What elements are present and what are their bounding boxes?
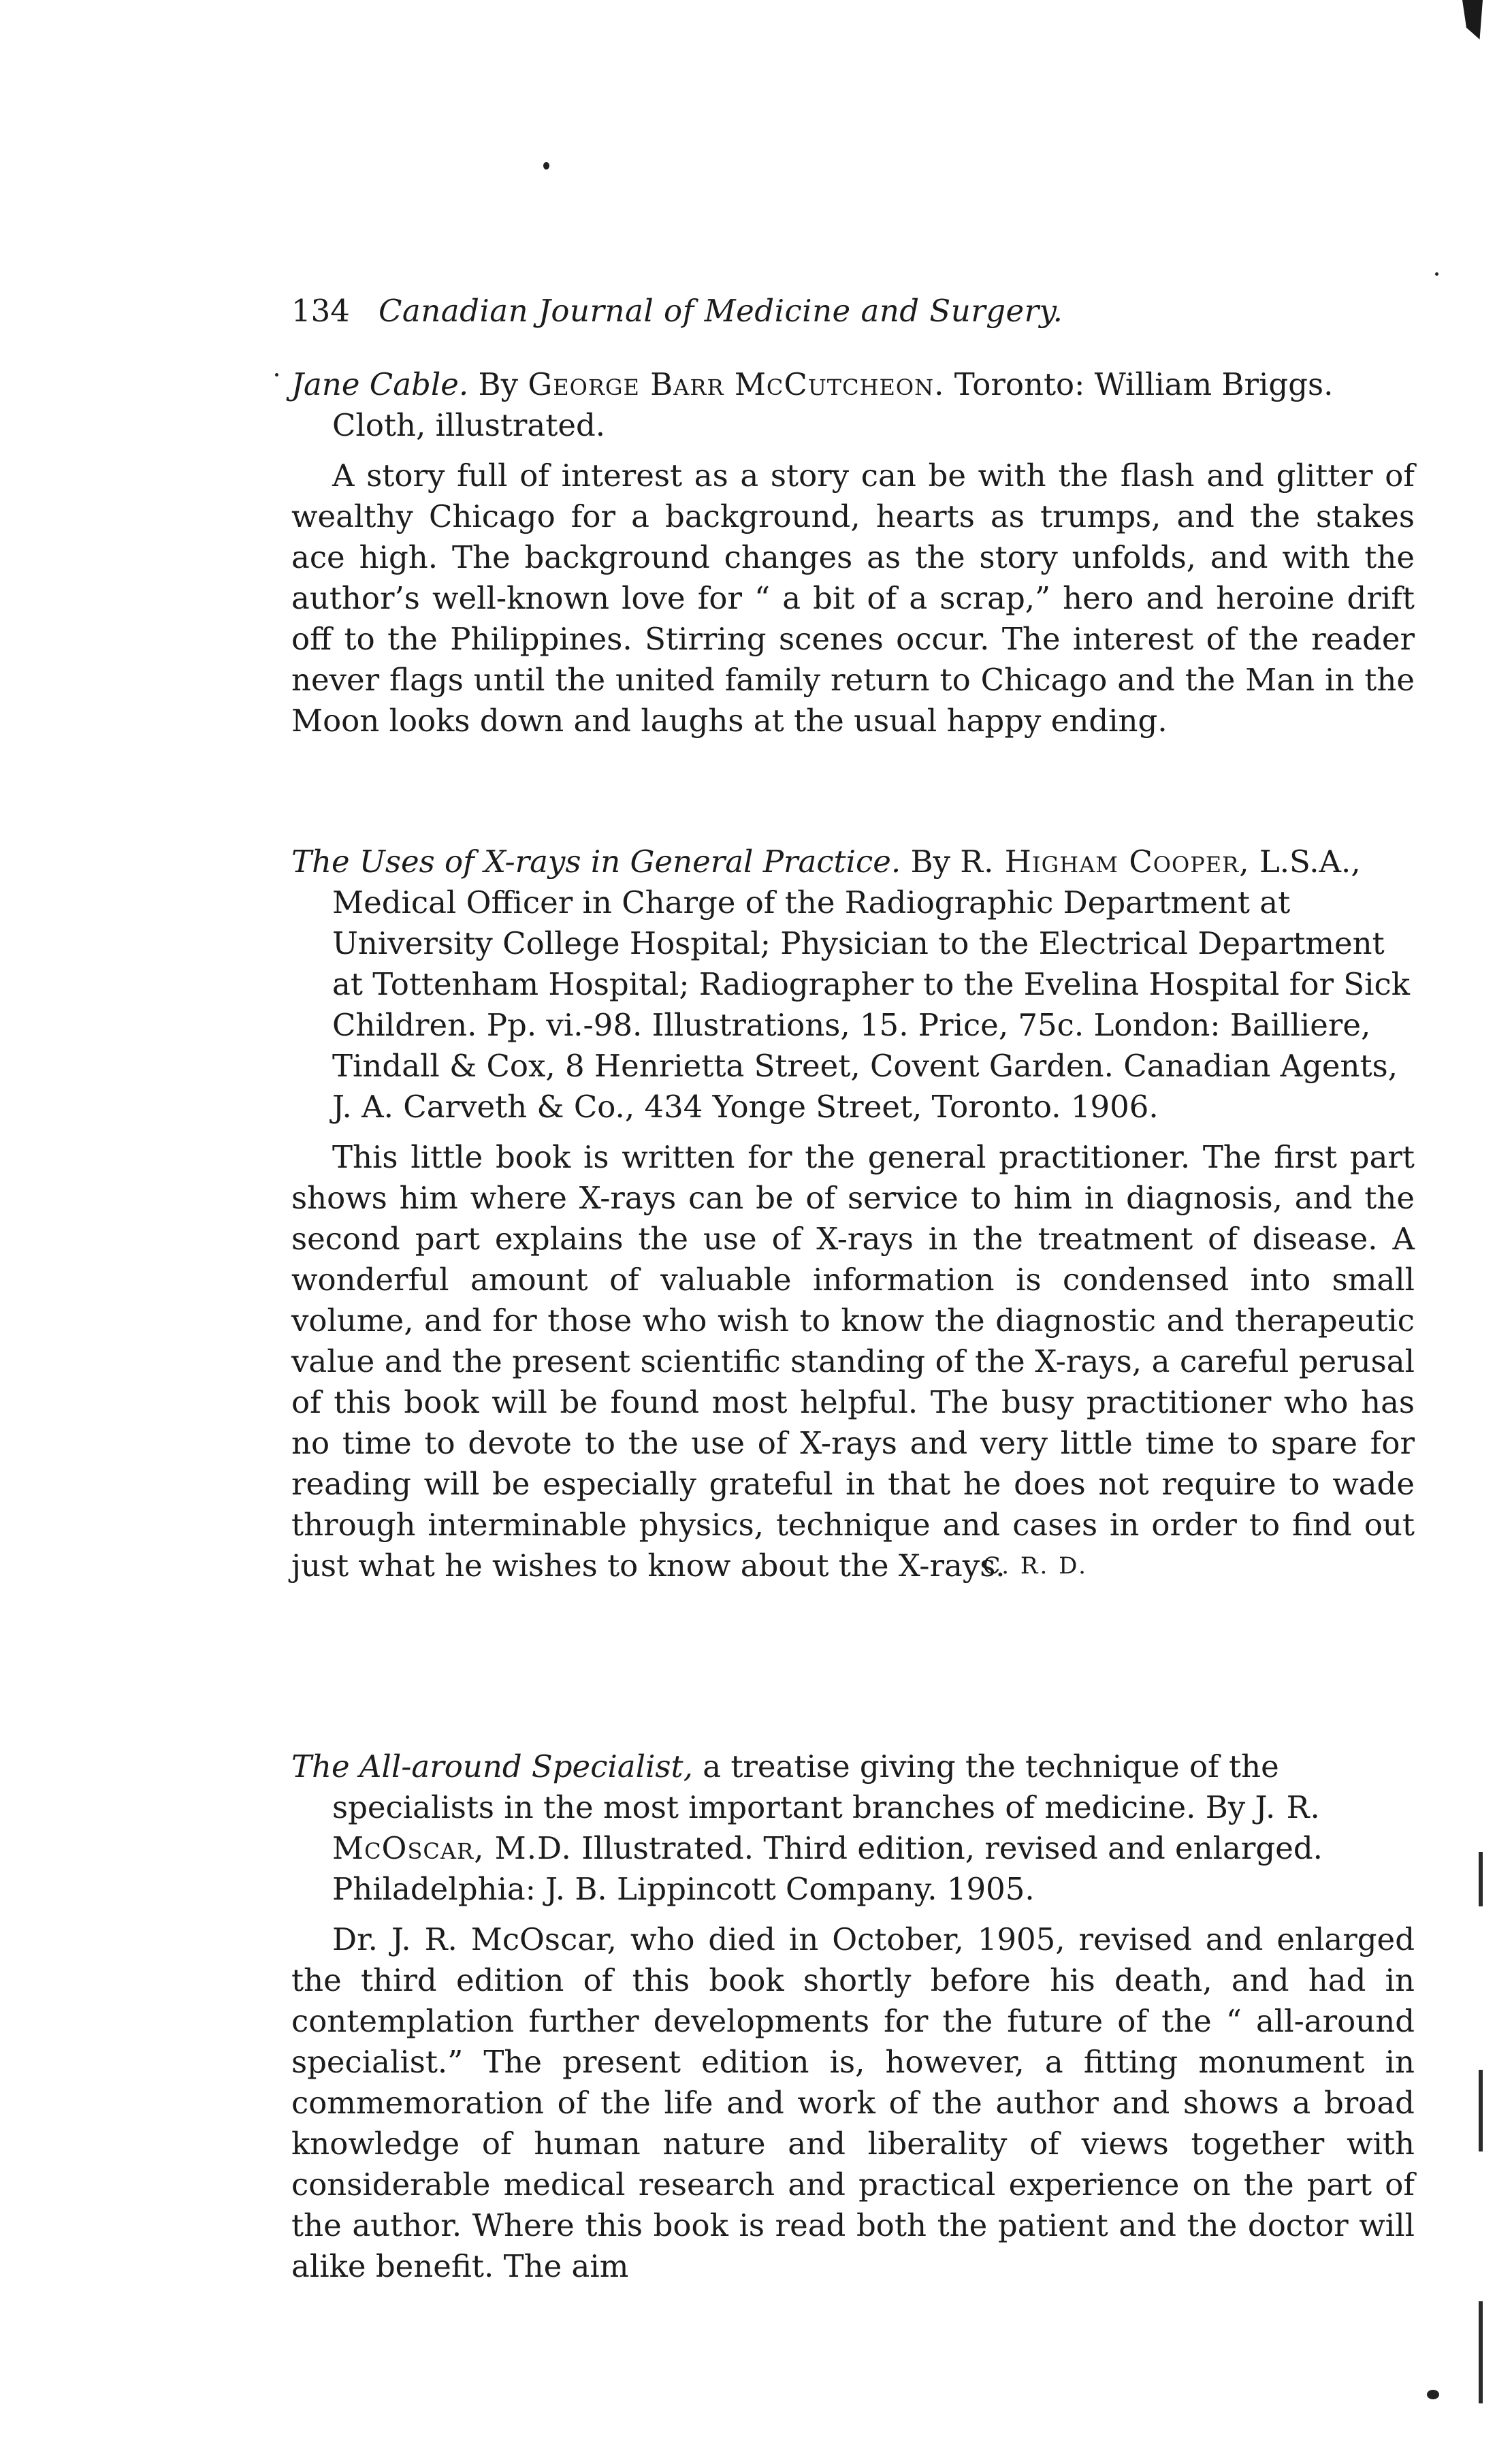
scan-speck	[1427, 2390, 1439, 2399]
book-imprint: Illustrated. Third edition, revised and enlarged. Philadelphia: J. B. Lippincott Company. 1905.	[332, 1830, 1323, 1907]
scan-speck	[1435, 272, 1438, 276]
review-all-around-specialist	[291, 1746, 1415, 2287]
book-entry	[291, 364, 1415, 446]
book-title: The All-around Specialist,	[291, 1748, 693, 1785]
by-label: By	[478, 366, 518, 402]
book-imprint: Toronto: William Briggs. Cloth, illustrated.	[332, 366, 1334, 443]
running-title: Canadian Journal of Medicine and Surgery.	[379, 293, 1063, 329]
page-header	[291, 287, 1415, 335]
scan-edge-mark	[1462, 0, 1483, 39]
review-text: A story full of interest as a story can be with the flash and glitter of wealthy Chicago for a background, hearts as trumps, and the stakes ace high. The background changes as the story unfolds, and with the author’s well-known love for “ a bit of a scrap,” hero and heroine drift off to the Philippines. Stirring scenes occur. The interest of the reader never flags until the united family return to Chicago and the Man in the Moon looks down and laughs at the usual happy ending.	[291, 458, 1415, 739]
review-jane-cable	[291, 364, 1415, 741]
reviewer-initials: C. R. D.	[982, 1552, 1088, 1580]
book-author: George Barr McCutcheon.	[528, 366, 945, 402]
scan-edge-mark	[1479, 2301, 1483, 2403]
scan-edge-mark	[1479, 2070, 1483, 2151]
review-body: This little book is written for the general practitioner. The first part shows him where X-rays can be of service to him in diagnosis, and the second part explains the use of X-rays in the treatment of disease. A wonderful amount of valuable information is condensed into small volume, and for those who wish to know the diagnostic and therapeutic value and the present scientific standing of the X-rays, a careful perusal of this book will be found most helpful. The busy practitioner who has no time to devote to the use of X-rays and very little time to spare for reading will be especially grateful in that he does not require to wade through interminable physics, technique and cases in order to find out just what he wishes to know about the X-rays.	[291, 1139, 1415, 1584]
book-title: The Uses of X-rays in General Practice.	[291, 844, 901, 880]
book-description: a treatise giving the technique of the specialists in the most important branches of medicine. By	[332, 1748, 1279, 1825]
review-text	[291, 1137, 1415, 1586]
book-entry	[291, 842, 1415, 1127]
book-author: J. R. McOscar, M.D.	[332, 1789, 1321, 1866]
page-number: 134	[291, 293, 350, 329]
review-x-rays	[291, 842, 1415, 1586]
book-imprint: L.S.A., Medical Officer in Charge of the Radiographic Department at University College Hospital; Physician to the Electrical Department at Tottenham Hospital; Radiographer to the Evelina Hospital for Sick Children. Pp. vi.-98. Illustrations, 15. Price, 75c. London: Bailliere, Tindall & Cox, 8 Henrietta Street, Covent Garden. Canadian Agents, J. A. Carveth & Co., 434 Yonge Street, Toronto. 1906.	[332, 844, 1410, 1125]
book-title: Jane Cable.	[291, 366, 469, 402]
by-label: By	[910, 844, 950, 880]
book-author: R. Higham Cooper,	[960, 844, 1250, 880]
scan-edge-mark	[1479, 1852, 1483, 1906]
review-text: Dr. J. R. McOscar, who died in October, 1905, revised and enlarged the third edition of this book shortly before his death, and had in contemplation further developments for the future of the “ all-around specialist.” The present edition is, however, a fitting monument in commemoration of the life and work of the author and shows a broad knowledge of human nature and liberality of views together with considerable medical research and practical experience on the part of the author. Where this book is read both the patient and the doctor will alike benefit. The aim	[291, 1921, 1415, 2284]
scan-speck	[543, 162, 549, 170]
scan-speck	[275, 373, 278, 377]
book-entry	[291, 1746, 1415, 1910]
